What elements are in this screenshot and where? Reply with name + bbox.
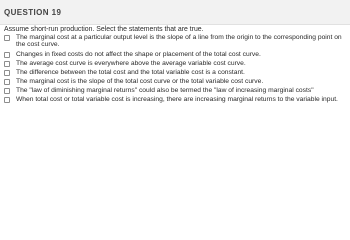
answer-checkbox-7[interactable]: [4, 97, 10, 103]
answer-checkbox-5[interactable]: [4, 79, 10, 85]
answer-option-3-text: The average cost curve is everywhere above the average variable cost curve.: [16, 60, 246, 67]
answer-checkbox-6[interactable]: [4, 88, 10, 94]
answer-option-1-text: The marginal cost at a particular output level is the slope of a line from the origin to the corresponding point on the cost curve.: [16, 34, 342, 48]
answer-option-6-text: The "law of diminishing marginal returns" could also be termed the "law of increasing marginal costs": [16, 87, 314, 94]
question-header: [0, 0, 350, 25]
question-prompt: Assume short-run production. Select the statements that are true.: [4, 26, 204, 33]
answer-checkbox-3[interactable]: [4, 61, 10, 67]
answer-option-4-text: The difference between the total cost and the total variable cost is a constant.: [16, 69, 245, 76]
question-title: QUESTION 19: [4, 8, 62, 17]
answer-checkbox-2[interactable]: [4, 52, 10, 58]
answer-checkbox-4[interactable]: [4, 70, 10, 76]
answer-option-5-text: The marginal cost is the slope of the total cost curve or the total variable cost curve.: [16, 78, 264, 85]
answer-option-7-text: When total cost or total variable cost is increasing, there are increasing marginal returns to the variable input.: [16, 96, 338, 103]
answer-checkbox-1[interactable]: [4, 35, 10, 41]
answer-option-2-text: Changes in fixed costs do not affect the shape or placement of the total cost curve.: [16, 51, 261, 58]
